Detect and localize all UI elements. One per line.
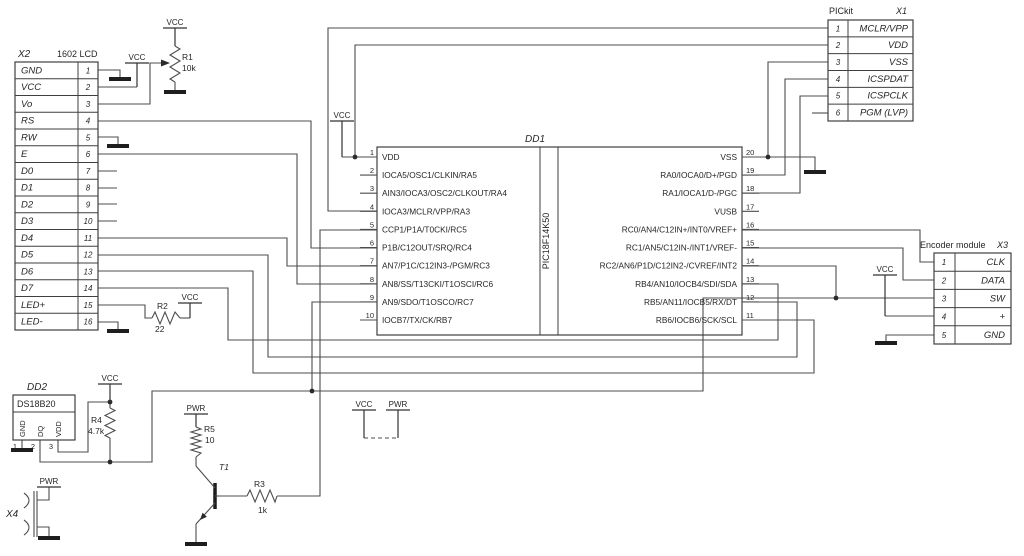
transistor-emitter xyxy=(196,503,215,524)
pwr-symbol xyxy=(37,477,61,487)
mcu-left-pins xyxy=(360,148,507,325)
pin-number: 1 xyxy=(835,24,841,34)
mcu-pin-label: RA1/IOCA1/D-/PGC xyxy=(662,188,737,199)
wire-enc-gnd xyxy=(886,335,934,341)
mcu-pin-label: RC2/AN6/P1D/C12IN2-/CVREF/INT2 xyxy=(599,260,737,271)
mcu-pin-number: 19 xyxy=(746,166,755,176)
pin-number: 6 xyxy=(85,150,91,160)
jack-contact-icon xyxy=(24,520,29,535)
pin-label: VDD xyxy=(887,40,908,52)
pin-label: VCC xyxy=(21,82,42,94)
sensor-pin-number: 3 xyxy=(48,442,54,451)
pin-label: SW xyxy=(989,293,1005,305)
wire-sw-dq-bus xyxy=(40,298,934,462)
junction-dot xyxy=(353,155,358,160)
jack-contact-icon xyxy=(24,493,29,508)
junction-dot xyxy=(766,155,771,160)
wire-e xyxy=(98,154,377,284)
wire-rc5-r3 xyxy=(277,230,377,496)
mcu-pin-label: P1B/C12OUT/SRQ/RC4 xyxy=(382,242,472,253)
pin-number: 4 xyxy=(941,312,947,322)
pin-number: 12 xyxy=(83,250,93,260)
connector-title: PICkit xyxy=(829,6,854,16)
mcu-pin-number: 7 xyxy=(369,256,374,266)
lcd-connector xyxy=(15,49,98,330)
mcu-pin-label: AN7/P1C/C12IN3-/PGM/RC3 xyxy=(382,260,490,271)
pin-number: 10 xyxy=(83,217,93,227)
vcc-label: VCC xyxy=(333,111,351,120)
pin-number: 6 xyxy=(835,108,841,118)
sensor-part: DS18B20 xyxy=(17,399,56,409)
pwr-label: PWR xyxy=(186,404,206,413)
pin-number: 5 xyxy=(941,330,947,340)
power-jack-x4 xyxy=(5,491,37,537)
pin-label: D4 xyxy=(21,232,34,244)
pin-number: 4 xyxy=(85,116,91,126)
mcu-pin-number: 14 xyxy=(746,256,755,266)
pin-label: GND xyxy=(21,65,43,77)
wire-rc0-clk xyxy=(742,230,934,262)
mcu-pin-number: 12 xyxy=(746,292,755,302)
resistor-value: 1k xyxy=(258,505,267,515)
mcu-pin-number: 10 xyxy=(365,310,374,320)
mcu-pin-label: IOCA3/MCLR/VPP/RA3 xyxy=(382,206,471,217)
resistor-r1-pot xyxy=(161,46,196,82)
resistor-ref: R2 xyxy=(157,301,168,311)
mcu-pin-number: 13 xyxy=(746,274,755,284)
pin-label: D0 xyxy=(21,165,34,177)
pin-label: DATA xyxy=(981,275,1005,287)
resistor-value: 4.7k xyxy=(88,426,105,436)
vcc-symbol xyxy=(352,400,376,438)
mcu-pin-number: 18 xyxy=(746,184,755,194)
resistor-value: 10 xyxy=(205,435,215,445)
resistor-zigzag xyxy=(170,46,180,82)
mcu-pin-number: 17 xyxy=(746,202,755,212)
pin-label: GND xyxy=(983,329,1005,341)
vcc-label: VCC xyxy=(181,293,199,302)
pin-label: Vo xyxy=(21,98,33,110)
mcu-pin-label: RA0/IOCA0/D+/PGD xyxy=(660,170,737,181)
pin-label: CLK xyxy=(986,257,1005,269)
mcu-pin-number: 6 xyxy=(369,238,374,248)
mcu-part: PIC18F14K50 xyxy=(541,212,551,270)
pin-number: 11 xyxy=(83,233,93,243)
wire-ledminus xyxy=(98,322,118,329)
connector-title: 1602 LCD xyxy=(57,49,98,59)
pickit-connector xyxy=(828,6,913,121)
mcu-pin-label: RB4/AN10/IOCB4/SDI/SDA xyxy=(635,278,737,289)
wire-vdd-pickit xyxy=(355,45,828,157)
vcc-label: VCC xyxy=(355,400,373,409)
pin-label: D1 xyxy=(21,182,34,194)
mcu-pin-number: 4 xyxy=(369,202,374,212)
pin-number: 16 xyxy=(83,317,93,327)
pin-number: 15 xyxy=(83,300,93,310)
wire-int2-sw xyxy=(742,266,836,298)
mcu-pin-number: 8 xyxy=(369,274,374,284)
junction-dot xyxy=(108,460,113,465)
jack-ref: X4 xyxy=(6,509,19,520)
resistor-ref: R4 xyxy=(91,415,102,425)
pwr-label: PWR xyxy=(388,400,408,409)
ground-symbols xyxy=(11,79,897,544)
mcu-pin-label: AN8/SS/T13CKI/T1OSCI/RC6 xyxy=(382,278,494,289)
pin-number: 3 xyxy=(835,58,841,68)
transistor-ref: T1 xyxy=(219,462,229,472)
vcc-symbols xyxy=(98,18,897,438)
connector-ref: X1 xyxy=(896,6,908,16)
pin-label: LED+ xyxy=(21,299,46,311)
vcc-symbol xyxy=(125,53,149,87)
mcu-pin-number: 11 xyxy=(746,310,754,320)
wire-rs xyxy=(98,121,377,248)
pin-label: + xyxy=(999,311,1005,323)
vcc-label: VCC xyxy=(876,265,894,274)
mcu-pin-label: RC1/AN5/C12IN-/INT1/VREF- xyxy=(625,242,737,253)
pin-number: 1 xyxy=(85,66,91,76)
pin-number: 4 xyxy=(835,74,841,84)
vcc-symbol xyxy=(98,374,122,402)
pin-number: 9 xyxy=(85,200,91,210)
junction-dots xyxy=(108,155,839,465)
mcu-pin-label: VUSB xyxy=(714,206,737,217)
vcc-symbol xyxy=(163,18,187,46)
mcu-pin-label: RB5/AN11/IOCB5/RX/DT xyxy=(644,296,737,307)
pin-number: 13 xyxy=(83,267,93,277)
pin-label: D5 xyxy=(21,249,34,261)
mcu-pin-label: AN9/SDO/T1OSCO/RC7 xyxy=(382,296,474,307)
mcu-pin-number: 3 xyxy=(369,184,374,194)
mcu-pin-label: IOCA5/OSC1/CLKIN/RA5 xyxy=(382,170,477,181)
wire-vo xyxy=(98,63,161,104)
mcu-pin-label: RB6/IOCB6/SCK/SCL xyxy=(655,314,737,325)
resistor-r2 xyxy=(152,301,180,334)
pin-label: PGM (LVP) xyxy=(859,107,908,119)
sensor-pin-number: 1 xyxy=(12,442,18,451)
vcc-label: VCC xyxy=(166,18,184,27)
pin-label: D3 xyxy=(21,216,34,228)
pin-number: 7 xyxy=(85,166,91,176)
mcu-pin-number: 16 xyxy=(746,220,755,230)
resistor-coil xyxy=(191,427,201,457)
junction-dot xyxy=(834,296,839,301)
mcu-pin-label: IOCB7/TX/CK/RB7 xyxy=(382,314,453,325)
pot-wiper-arrow-icon xyxy=(161,60,170,67)
resistor-zigzag xyxy=(247,490,277,502)
pin-number: 1 xyxy=(941,258,947,268)
sensor-pin-label: VDD xyxy=(54,421,63,437)
transistor-t1 xyxy=(196,462,229,524)
transistor-collector xyxy=(196,466,215,488)
pin-number: 2 xyxy=(835,41,841,51)
mcu-pin-label: CCP1/P1A/T0CKI/RC5 xyxy=(382,224,467,235)
resistor-ref: R3 xyxy=(254,479,265,489)
pin-label: VSS xyxy=(888,57,908,69)
pin-number: 5 xyxy=(835,91,841,101)
wire-jack-pwr xyxy=(37,487,49,500)
resistor-r3 xyxy=(247,479,277,515)
sensor-ref: DD2 xyxy=(27,382,48,393)
mcu-pin-number: 1 xyxy=(369,148,374,157)
encoder-connector xyxy=(920,240,1011,344)
pin-label: RW xyxy=(21,132,37,144)
vcc-label: VCC xyxy=(101,374,119,383)
sensor-pin-label: DQ xyxy=(36,425,45,437)
vcc-symbol xyxy=(330,111,354,157)
mcu-dd1 xyxy=(360,134,759,335)
pin-label: D2 xyxy=(21,199,34,211)
junction-dot xyxy=(310,389,315,394)
resistor-r4 xyxy=(88,408,115,438)
vcc-symbol xyxy=(178,293,202,318)
mcu-pin-number: 5 xyxy=(369,220,374,230)
sensor-pin-label: GND xyxy=(18,420,27,437)
mcu-pin-number: 9 xyxy=(369,292,374,302)
wire-d4 xyxy=(98,238,377,266)
mcu-right-pins xyxy=(600,148,759,325)
connector-ref: X2 xyxy=(18,49,31,60)
mcu-pin-label: AIN3/IOCA3/OSC2/CLKOUT/RA4 xyxy=(382,188,507,199)
resistor-value: 22 xyxy=(155,324,165,334)
pin-number: 2 xyxy=(85,83,91,93)
mcu-pin-number: 15 xyxy=(746,238,755,248)
resistor-zigzag xyxy=(152,312,180,324)
pwr-symbols xyxy=(37,400,410,487)
mcu-pin-label: VDD xyxy=(382,152,400,162)
pwr-symbol xyxy=(386,400,410,438)
pin-number: 3 xyxy=(85,99,91,109)
connector-ref: X3 xyxy=(997,240,1009,250)
resistor-value: 10k xyxy=(182,63,196,73)
sensor-pin-number: 2 xyxy=(30,442,36,451)
pin-label: RS xyxy=(21,115,35,127)
wire-d7 xyxy=(98,284,778,340)
pin-label: LED- xyxy=(21,316,43,328)
mcu-pin-number: 2 xyxy=(369,166,374,176)
wire-rc1-data xyxy=(742,248,934,280)
wire-lcd-gnd xyxy=(98,70,120,77)
pin-label: D7 xyxy=(21,283,34,295)
pin-number: 5 xyxy=(85,133,91,143)
mcu-pin-label: RC0/AN4/C12IN+/INT0/VREF+ xyxy=(621,224,737,235)
resistor-ref: R1 xyxy=(182,52,193,62)
pin-label: E xyxy=(21,149,28,161)
wire-rw xyxy=(98,137,118,144)
wire-jack-gnd xyxy=(37,527,49,536)
pin-label: D6 xyxy=(21,266,34,278)
pin-label: MCLR/VPP xyxy=(859,23,908,35)
mcu-ref: DD1 xyxy=(525,134,546,145)
mcu-pin-number: 20 xyxy=(746,148,755,157)
mcu-pin-label: VSS xyxy=(720,152,737,162)
vcc-label: VCC xyxy=(128,53,146,62)
pin-number: 14 xyxy=(83,284,93,294)
pin-number: 8 xyxy=(85,183,91,193)
pin-number: 3 xyxy=(941,294,947,304)
vcc-symbol xyxy=(873,265,897,316)
resistor-zigzag xyxy=(105,408,115,438)
pwr-label: PWR xyxy=(39,477,59,486)
pin-number: 2 xyxy=(941,276,947,286)
resistor-r5 xyxy=(191,424,215,457)
resistor-ref: R5 xyxy=(204,424,215,434)
connector-title: Encoder module xyxy=(920,240,986,250)
pin-label: ICSPCLK xyxy=(867,90,908,102)
wire-ledplus xyxy=(98,305,152,318)
pin-label: ICSPDAT xyxy=(867,73,908,85)
wire-vss-pickit xyxy=(768,62,828,157)
